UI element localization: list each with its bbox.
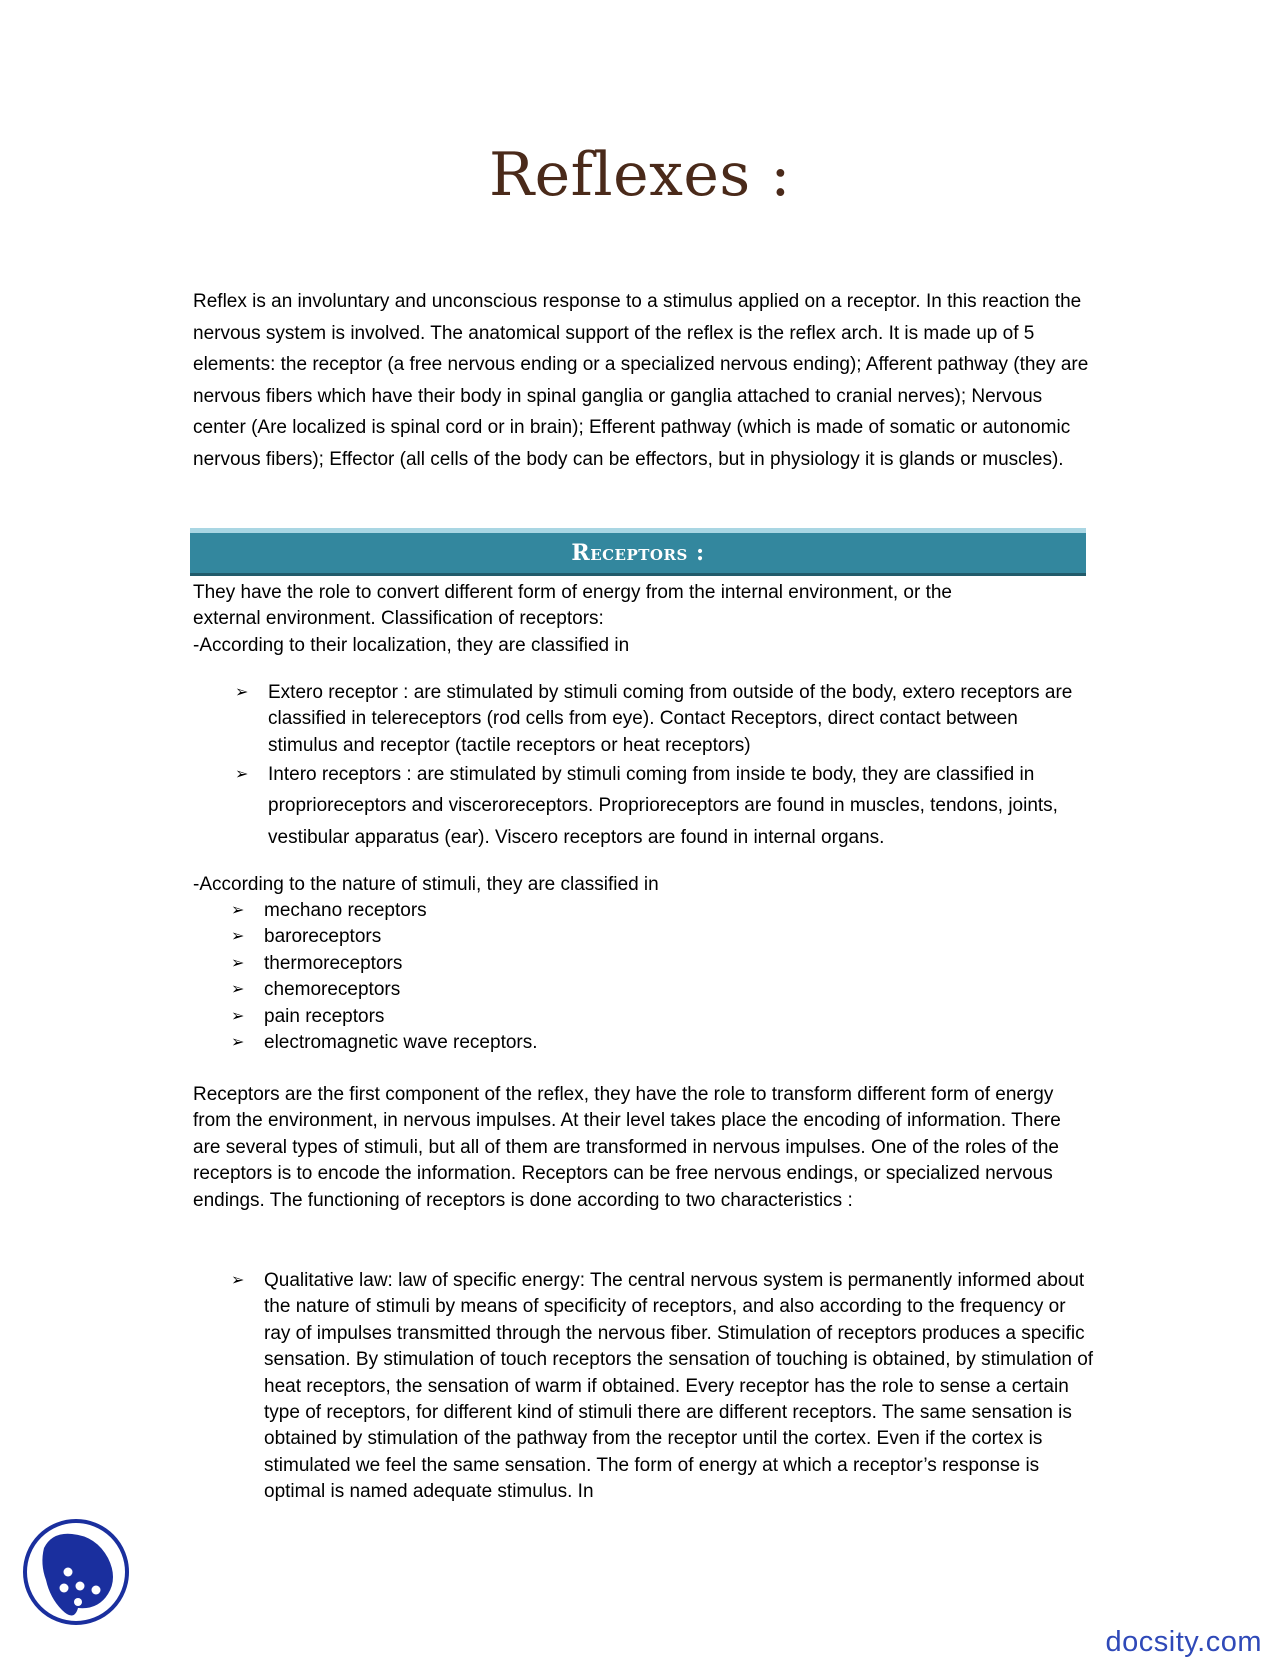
arrow-bullet-icon: ➢: [231, 954, 245, 972]
nature-item-text: baroreceptors: [264, 926, 382, 948]
receptors-heading: Receptors :: [571, 540, 705, 566]
arrow-bullet-icon: ➢: [231, 1007, 245, 1025]
list-item: [231, 977, 1094, 1003]
nature-item-text: electromagnetic wave receptors.: [264, 1032, 538, 1054]
nature-item-text: mechano receptors: [264, 900, 427, 921]
nature-item-text: pain receptors: [264, 1005, 385, 1027]
arrow-bullet-icon: ➢: [231, 928, 245, 946]
list-item: [235, 680, 1088, 759]
list-item: [231, 1004, 1094, 1030]
localization-heading: -According to their localization, they are classified in: [193, 634, 630, 656]
arrow-bullet-icon: ➢: [231, 981, 245, 999]
nature-item-text: chemoreceptors: [264, 979, 401, 1001]
receptors-section-bar: [190, 528, 1086, 576]
list-item: [235, 759, 1088, 853]
nature-heading: -According to the nature of stimuli, they are classified in: [193, 874, 659, 895]
list-item: [231, 898, 1094, 924]
nature-list: [231, 898, 1094, 1056]
list-item: [231, 924, 1094, 950]
arrow-bullet-icon: ➢: [235, 684, 249, 701]
localization-item-text: Intero receptors : are stimulated by stimuli coming from inside te body, they are classified in proprioreceptors and visceroreceptors. Proprioreceptors are found in muscles, tendons, joints, vestibular apparatus (ear). Viscero receptors are found in internal organs.: [268, 764, 1058, 848]
localization-item-text: Extero receptor : are stimulated by stimuli coming from outside of the body, extero receptors are classified in telereceptors (rod cells from eye). Contact Receptors, direct contact between stimulus and receptor (tactile receptors or heat receptors): [268, 682, 1073, 756]
receptors-paragraph: Receptors are the first component of the reflex, they have the role to transform different form of energy from the environment, in nervous impulses. At their level takes place the encoding of information. There are several types of stimuli, but all of them are transformed in nervous impulses. One of the roles of the receptors is to encode the information. Receptors can be free nervous endings, or specialized nervous endings. The functioning of receptors is done according to two characteristics :: [193, 1084, 1061, 1211]
receptors-intro: [193, 580, 1093, 659]
law-item-text: Qualitative law: law of specific energy: The central nervous system is permanently informed about the nature of stimuli by means of specificity of receptors, and also according to the frequency or ray of impulses transmitted through the nervous fiber. Stimulation of receptors produces a specific sensation. By stimulation of touch receptors the sensation of touching is obtained, by stimulation of heat receptors, the sensation of warm if obtained. Every receptor has the role to sense a certain type of receptors, for different kind of stimuli there are different receptors. The same sensation is obtained by stimulation of the pathway from the receptor until the cortex. Even if the cortex is stimulated we feel the same sensation. The form of energy at which a receptor’s response is optimal is named adequate stimulus. In: [264, 1270, 1094, 1503]
list-item: [231, 1030, 1094, 1056]
localization-list: [235, 680, 1088, 853]
list-item: [231, 1268, 1094, 1506]
arrow-bullet-icon: ➢: [231, 902, 245, 919]
arrow-bullet-icon: ➢: [235, 766, 249, 784]
receptors-intro-line-2: external environment. Classification of receptors:: [193, 608, 604, 630]
list-item: [231, 951, 1094, 977]
laws-list: [231, 1268, 1094, 1506]
receptors-intro-line-1: They have the role to convert different form of energy from the internal environment, or the: [193, 582, 952, 603]
intro-paragraph: Reflex is an involuntary and unconscious response to a stimulus applied on a receptor. In this reaction the nervous system is involved. The anatomical support of the reflex is the reflex arch. It is made up of 5 elements: the receptor (a free nervous ending or a specialized nervous ending); Afferent pathway (they are nervous fibers which have their body in spinal ganglia or ganglia attached to cranial nerves); Nervous center (Are localized is spinal cord or in brain); Efferent pathway (which is made of somatic or autonomic nervous fibers); Effector (all cells of the body can be effectors, but in physiology it is glands or muscles).: [193, 291, 1089, 470]
docsity-logo-icon: [22, 1518, 130, 1626]
page-title: Reflexes :: [488, 140, 791, 210]
docsity-brand-link[interactable]: docsity.com: [1105, 1626, 1262, 1658]
arrow-bullet-icon: ➢: [231, 1272, 245, 1289]
arrow-bullet-icon: ➢: [231, 1034, 245, 1052]
nature-item-text: thermoreceptors: [264, 952, 403, 974]
